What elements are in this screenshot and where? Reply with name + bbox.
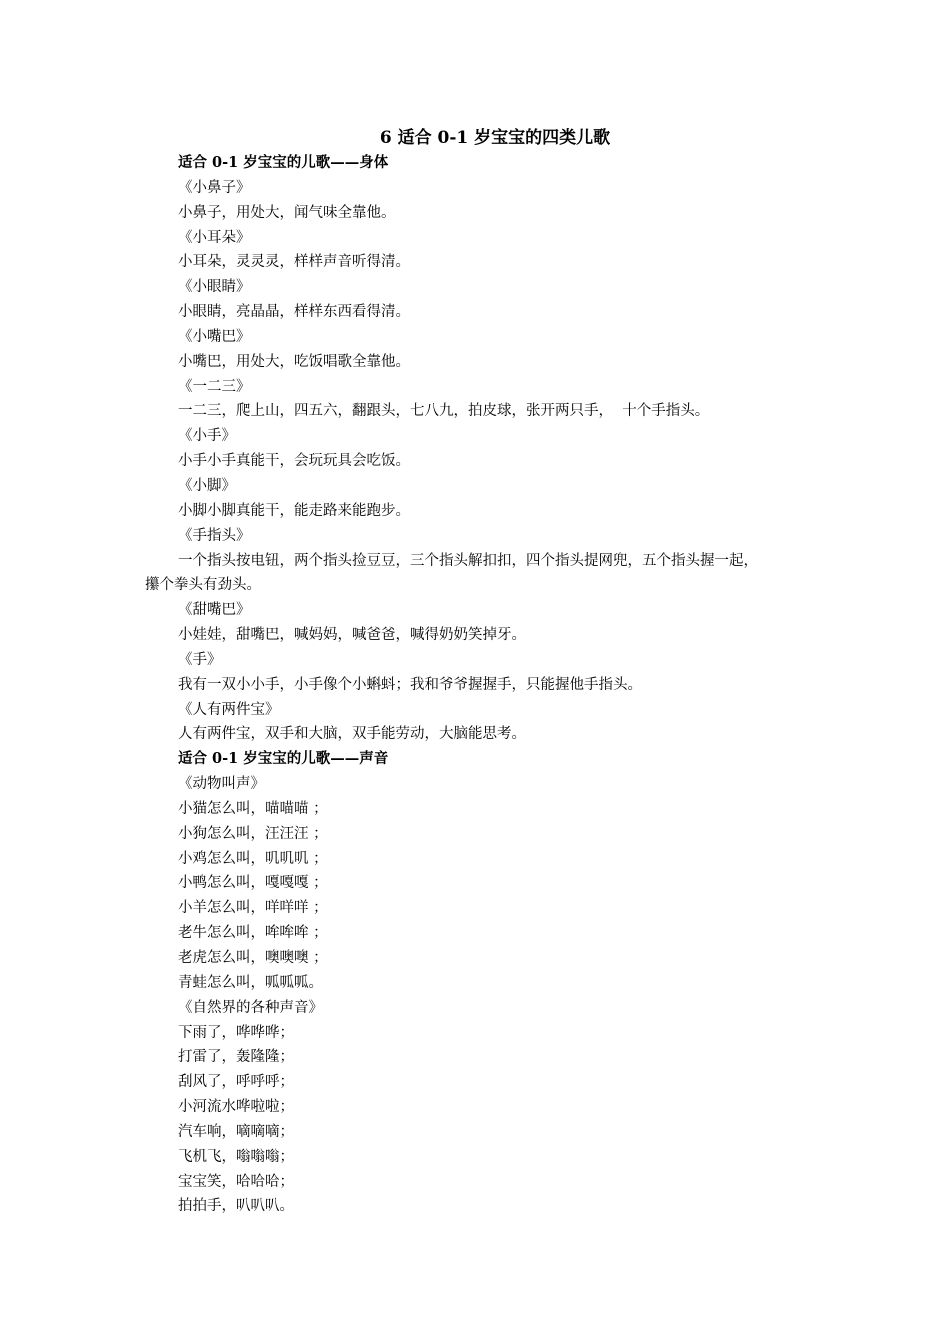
song-title: 《动物叫声》 (178, 776, 265, 793)
song-title: 《手指头》 (178, 527, 251, 544)
song-title: 《自然界的各种声音》 (178, 999, 323, 1016)
verse-line: 下雨了，哗哗哗； (178, 1024, 294, 1041)
song-title: 《人有两件宝》 (178, 701, 280, 718)
verse-line: 刮风了，呼呼呼； (178, 1074, 294, 1091)
verse-line: 一二三，爬上山，四五六，翻跟头，七八九，拍皮球，张开两只手， 十个手指头。 (178, 403, 710, 420)
verse-line: 小鸭怎么叫，嘎嘎嘎 ； (178, 875, 328, 892)
document-body (145, 151, 817, 1219)
verse-line: 老虎怎么叫，噢噢噢 ； (178, 950, 328, 966)
song-title: 《小眼睛》 (178, 279, 251, 296)
verse-line: 我有一双小小手，小手像个小蝌蚪；我和爷爷握握手，只能握他手指头。 (178, 676, 642, 693)
verse-line: 小脚小脚真能干，能走路来能跑步。 (178, 502, 410, 519)
song-title: 《一二三》 (178, 378, 251, 395)
song-title: 《手》 (178, 651, 222, 668)
song-title: 《小手》 (178, 428, 236, 445)
verse-line: 小耳朵，灵灵灵，样样声音听得清。 (178, 254, 410, 271)
verse-line: 小眼睛，亮晶晶，样样东西看得清。 (178, 304, 410, 321)
section-heading: 适合 0-1 岁宝宝的儿歌——身体 (178, 154, 389, 171)
song-title: 《小嘴巴》 (178, 328, 251, 345)
verse-line: 青蛙怎么叫，呱呱呱。 (178, 974, 323, 991)
song-title: 《小鼻子》 (178, 179, 251, 196)
verse-line: 小狗怎么叫，汪汪汪 ； (178, 825, 328, 842)
verse-line: 一个指头按电钮，两个指头捡豆豆，三个指头解扣扣，四个指头提网兜，五个指头握一起， (178, 552, 758, 569)
verse-line: 小嘴巴，用处大，吃饭唱歌全靠他。 (178, 353, 410, 370)
verse-line: 人有两件宝，双手和大脑，双手能劳动，大脑能思考。 (178, 726, 526, 743)
verse-line: 小鼻子，用处大，闻气味全靠他。 (178, 204, 396, 221)
verse-line: 小猫怎么叫，喵喵喵 ； (178, 800, 328, 817)
verse-line: 飞机飞，嗡嗡嗡； (178, 1148, 294, 1165)
verse-line: 拍拍手，叭叭叭。 (178, 1198, 294, 1215)
song-title: 《甜嘴巴》 (178, 602, 251, 619)
verse-line: 小手小手真能干，会玩玩具会吃饭。 (178, 453, 410, 470)
verse-line: 打雷了，轰隆隆； (178, 1049, 294, 1066)
verse-line: 老牛怎么叫，哞哞哞 ； (178, 925, 328, 942)
verse-line: 小河流水哗啦啦； (178, 1099, 294, 1116)
verse-line-continued: 攥个拳头有劲头。 (145, 577, 261, 594)
verse-line: 小鸡怎么叫，叽叽叽 ； (178, 850, 328, 867)
song-title: 《小脚》 (178, 477, 236, 494)
song-title: 《小耳朵》 (178, 229, 251, 246)
verse-line: 小羊怎么叫，咩咩咩 ； (178, 900, 328, 917)
section-heading: 适合 0-1 岁宝宝的儿歌——声音 (178, 750, 389, 768)
verse-line: 宝宝笑，哈哈哈； (178, 1173, 294, 1190)
document-title: 6 适合 0-1 岁宝宝的四类儿歌 (379, 128, 611, 148)
verse-line: 汽车响，嘀嘀嘀； (178, 1123, 294, 1140)
verse-line: 小娃娃，甜嘴巴，喊妈妈，喊爸爸，喊得奶奶笑掉牙。 (178, 627, 526, 644)
